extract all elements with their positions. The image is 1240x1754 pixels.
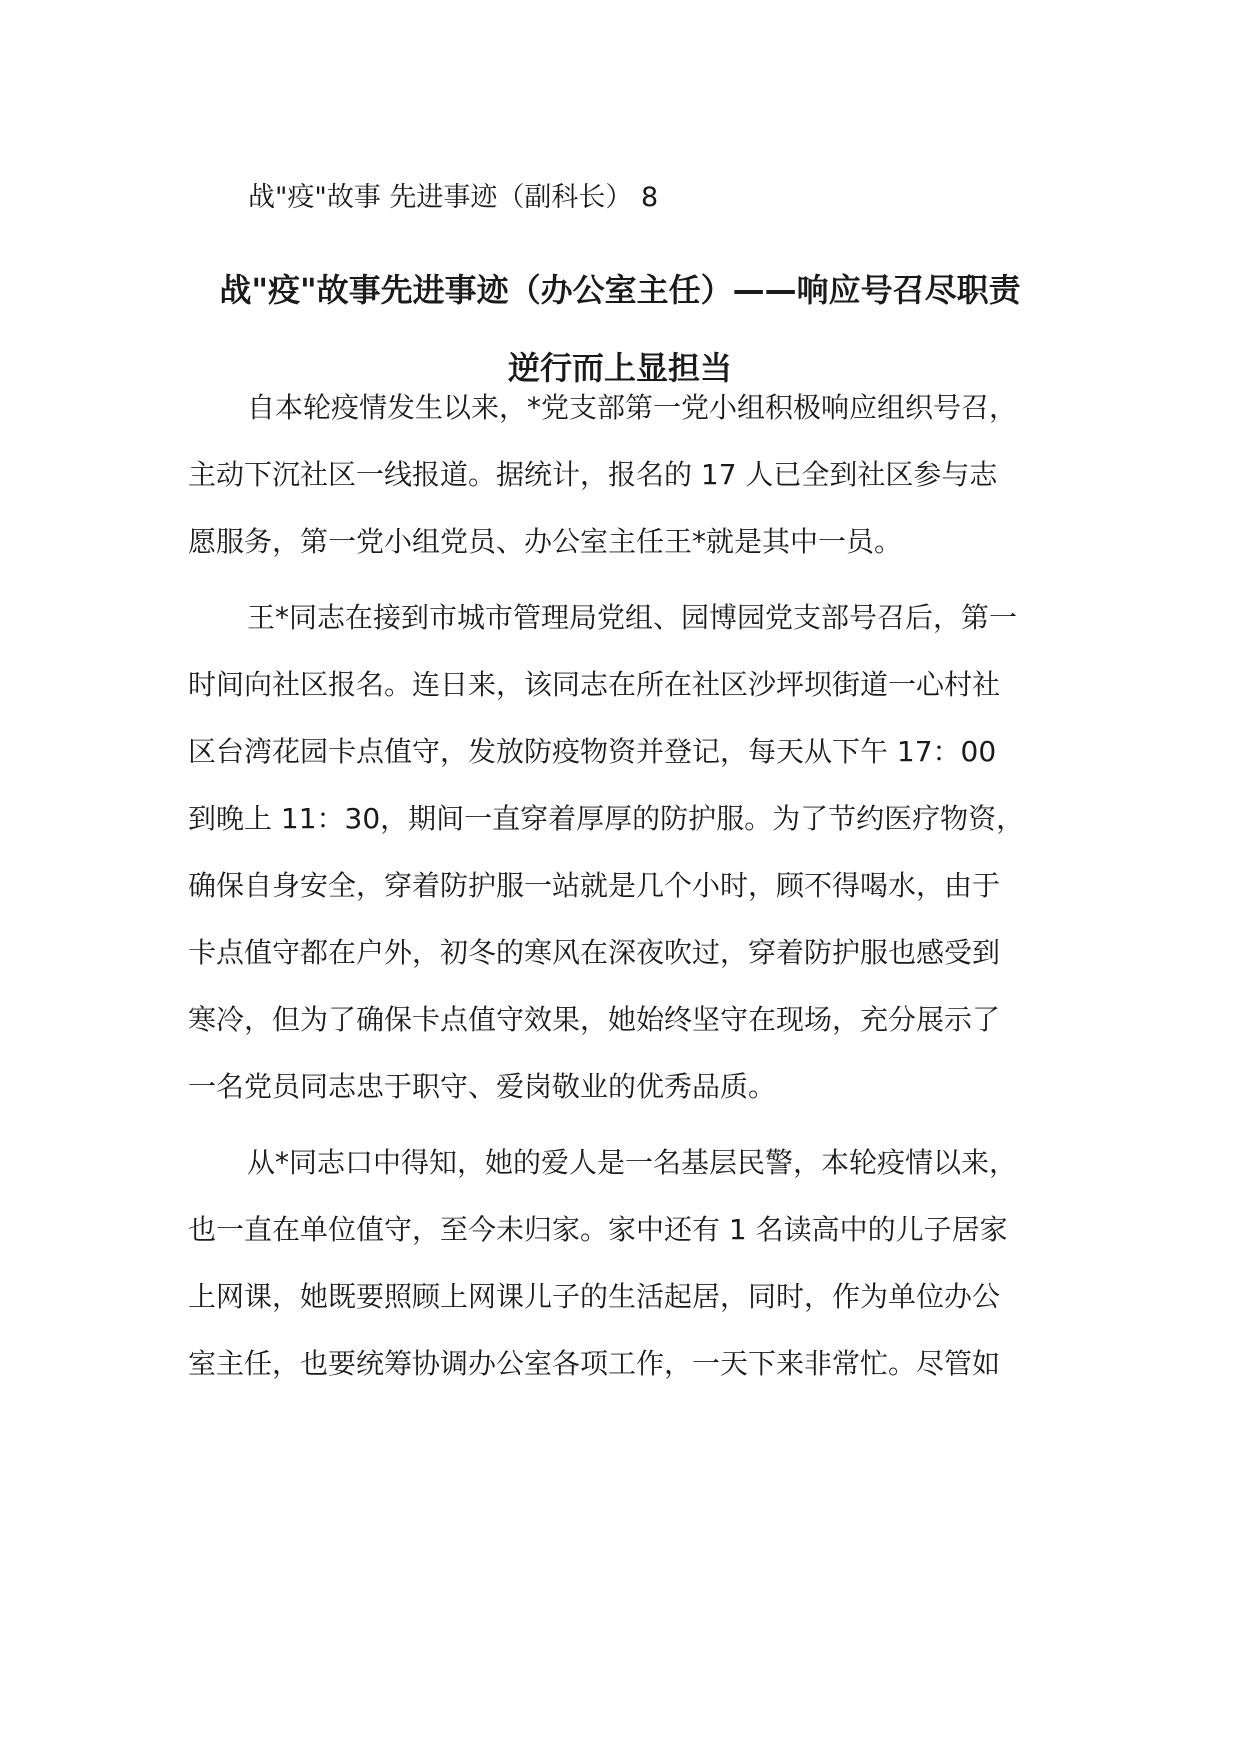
paragraph-3-line-4: 室主任，也要统筹协调办公室各项工作，一天下来非常忙。尽管如 [188,1347,1001,1380]
paragraph-3-line-3: 上网课，她既要照顾上网课儿子的生活起居，同时，作为单位办公 [188,1280,1001,1313]
document-title-line-1: 战"疫"故事先进事迹（办公室主任）——响应号召尽职责 [219,271,1021,309]
paragraph-2-line-5: 确保自身安全，穿着防护服一站就是几个小时，顾不得喝水，由于 [188,869,1001,902]
paragraph-1-line-1: 自本轮疫情发生以来，*党支部第一党小组积极响应组织号召， [247,391,1018,424]
paragraph-2-line-8: 一名党员同志忠于职守、爱岗敬业的优秀品质。 [188,1070,777,1103]
paragraph-2-line-4: 到晚上 11：30，期间一直穿着厚厚的防护服。为了节约医疗物资， [188,802,1025,835]
paragraph-1-line-3: 愿服务，第一党小组党员、办公室主任王*就是其中一员。 [188,525,903,558]
paragraph-2-line-7: 寒冷，但为了确保卡点值守效果，她始终坚守在现场，充分展示了 [188,1003,1001,1036]
paragraph-2-line-6: 卡点值守都在户外，初冬的寒风在深夜吹过，穿着防护服也感受到 [188,936,1001,969]
paragraph-2-line-1: 王*同志在接到市城市管理局党组、园博园党支部号召后，第一 [247,601,1018,634]
paragraph-2-line-3: 区台湾花园卡点值守，发放防疫物资并登记，每天从下午 17：00 [188,735,997,768]
paragraph-1-line-2: 主动下沉社区一线报道。据统计，报名的 17 人已全到社区参与志 [188,458,998,491]
document-header: 战"疫"故事 先进事迹（副科长） 8 [248,182,659,213]
paragraph-3-line-2: 也一直在单位值守，至今未归家。家中还有 1 名读高中的儿子居家 [188,1213,1008,1246]
document-title-line-2: 逆行而上显担当 [507,349,732,387]
paragraph-3-line-1: 从*同志口中得知，她的爱人是一名基层民警，本轮疫情以来， [247,1146,1018,1179]
paragraph-2-line-2: 时间向社区报名。连日来，该同志在所在社区沙坪坝街道一心村社 [188,668,1001,701]
